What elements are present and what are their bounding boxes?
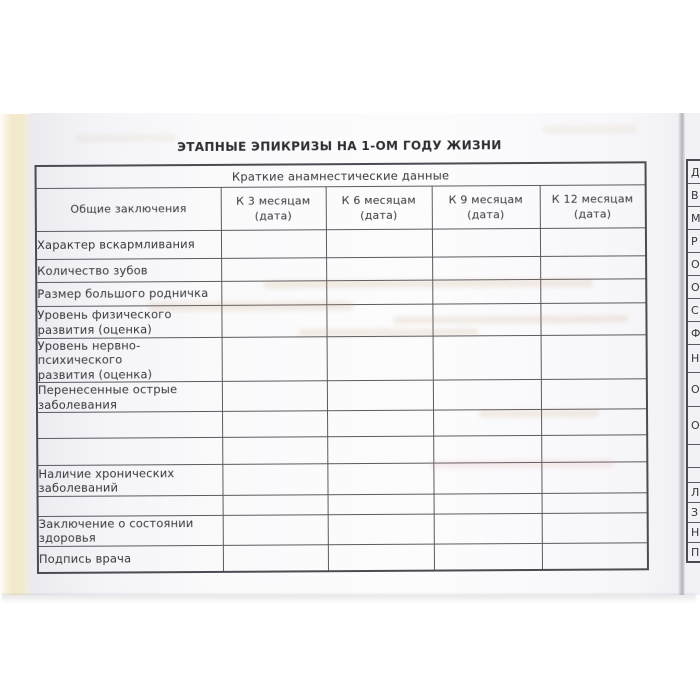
column-header-label: К 6 месяцам xyxy=(341,193,416,207)
column-header-12-months xyxy=(540,185,646,229)
row-label: Характер вскармливания xyxy=(36,230,221,259)
entry-cell xyxy=(328,544,434,572)
entry-cell xyxy=(222,464,327,496)
next-page-row-fragment: О xyxy=(688,407,700,445)
entry-cell xyxy=(434,513,542,543)
ink-bleed-smudge xyxy=(429,459,614,468)
next-page-row-fragment: О xyxy=(688,373,700,407)
entry-cell xyxy=(328,494,434,515)
row-label xyxy=(37,411,222,438)
entry-cell xyxy=(541,379,647,409)
table-row xyxy=(38,542,648,573)
next-page-row-fragment: Д xyxy=(688,161,700,184)
ink-bleed-smudge xyxy=(148,301,353,311)
next-page-row-fragment: О xyxy=(688,253,700,276)
row-label: Наличие хронических заболеваний xyxy=(37,464,222,496)
entry-cell xyxy=(540,256,646,280)
page-content xyxy=(0,109,700,605)
entry-cell xyxy=(328,514,434,544)
entry-cell xyxy=(222,337,327,382)
entry-cell xyxy=(432,256,540,280)
entry-cell xyxy=(434,543,542,571)
next-page-row-fragment: М xyxy=(688,207,700,230)
entry-cell xyxy=(223,495,328,516)
entry-cell xyxy=(541,335,647,380)
entry-cell xyxy=(433,435,541,463)
column-header-label: К 9 месяцам xyxy=(448,192,523,207)
entry-cell xyxy=(222,381,327,411)
entry-cell xyxy=(221,258,326,282)
next-page-sliver xyxy=(685,113,700,595)
entry-cell xyxy=(433,380,541,410)
ink-bleed-smudge xyxy=(393,315,628,323)
next-page-row-fragment xyxy=(688,468,700,483)
row-label: Перенесенные острые заболевания xyxy=(37,382,222,413)
entry-cell xyxy=(542,493,648,514)
entry-cell xyxy=(542,542,648,570)
ink-bleed-smudge xyxy=(75,134,175,142)
row-label: Уровень нервно-психического развития (оценка) xyxy=(37,337,222,382)
page-gutter-shadow xyxy=(678,113,685,595)
photographed-open-booklet xyxy=(0,113,700,605)
next-page-row-fragment: Ф xyxy=(688,322,700,345)
column-header-sublabel: (дата) xyxy=(254,209,293,223)
table-section-header: Краткие анамнестические данные xyxy=(36,162,646,188)
column-header-row xyxy=(36,185,646,232)
epicrisis-table xyxy=(35,161,650,574)
column-header-3-months xyxy=(221,187,326,231)
entry-cell xyxy=(223,515,328,545)
column-header-label: Общие заключения xyxy=(70,202,187,217)
entry-cell xyxy=(221,230,326,259)
next-page-table-fragment xyxy=(686,159,700,563)
entry-cell xyxy=(433,335,541,380)
column-header-label: К 12 месяцам xyxy=(551,191,634,206)
column-header-sublabel: (дата) xyxy=(360,208,398,223)
table-row xyxy=(38,513,648,546)
entry-cell xyxy=(327,436,433,464)
next-page-row-fragment: С xyxy=(688,299,700,322)
table-row xyxy=(36,228,646,260)
next-page-row-fragment: В xyxy=(688,184,700,207)
column-header-sublabel: (дата) xyxy=(573,207,612,221)
row-label: Заключение о состоянии здоровья xyxy=(38,515,223,546)
entry-cell xyxy=(223,544,328,572)
entry-cell xyxy=(222,437,327,465)
row-label: Подпись врача xyxy=(38,545,223,573)
entry-cell xyxy=(327,463,433,495)
entry-cell xyxy=(540,228,646,257)
entry-cell xyxy=(327,410,433,437)
entry-cell xyxy=(434,493,542,514)
column-header-general-conclusions xyxy=(36,187,221,231)
table-row xyxy=(37,335,647,383)
next-page-row-fragment: З xyxy=(688,503,700,523)
entry-cell xyxy=(222,411,327,438)
entry-cell xyxy=(541,435,647,463)
row-label: Количество зубов xyxy=(36,258,221,282)
entry-cell xyxy=(326,229,432,258)
column-header-6-months xyxy=(326,186,432,230)
page-bottom-shadow xyxy=(2,594,696,603)
next-page-row-fragment: Н xyxy=(688,523,700,543)
next-page-row-fragment: О xyxy=(688,276,700,299)
entry-cell xyxy=(327,380,433,410)
entry-cell xyxy=(432,228,540,257)
column-header-sublabel: (дата) xyxy=(467,208,505,222)
next-page-row-fragment xyxy=(688,445,700,468)
column-header-9-months xyxy=(432,185,540,229)
row-label: Уровень физического развития (оценка) xyxy=(36,305,221,338)
row-label: Размер большого родничка xyxy=(36,281,221,306)
next-page-row-fragment: Р xyxy=(688,230,700,253)
ink-bleed-smudge xyxy=(479,410,599,418)
ink-bleed-smudge xyxy=(299,328,479,336)
page-title: ЭТАПНЫЕ ЭПИКРИЗЫ НА 1-ОМ ГОДУ ЖИЗНИ xyxy=(177,138,502,155)
next-page-row-fragment: П xyxy=(691,545,700,559)
entry-cell xyxy=(326,257,432,281)
table-row xyxy=(37,379,647,412)
ink-bleed-smudge xyxy=(542,125,637,134)
entry-cell xyxy=(542,513,648,543)
row-label xyxy=(37,437,222,465)
next-page-row-fragment: Л xyxy=(688,483,700,503)
row-label xyxy=(38,495,223,516)
entry-cell xyxy=(327,336,433,381)
next-page-row-fragment: Н xyxy=(688,345,700,373)
column-header-label: К 3 месяцам xyxy=(236,193,311,208)
